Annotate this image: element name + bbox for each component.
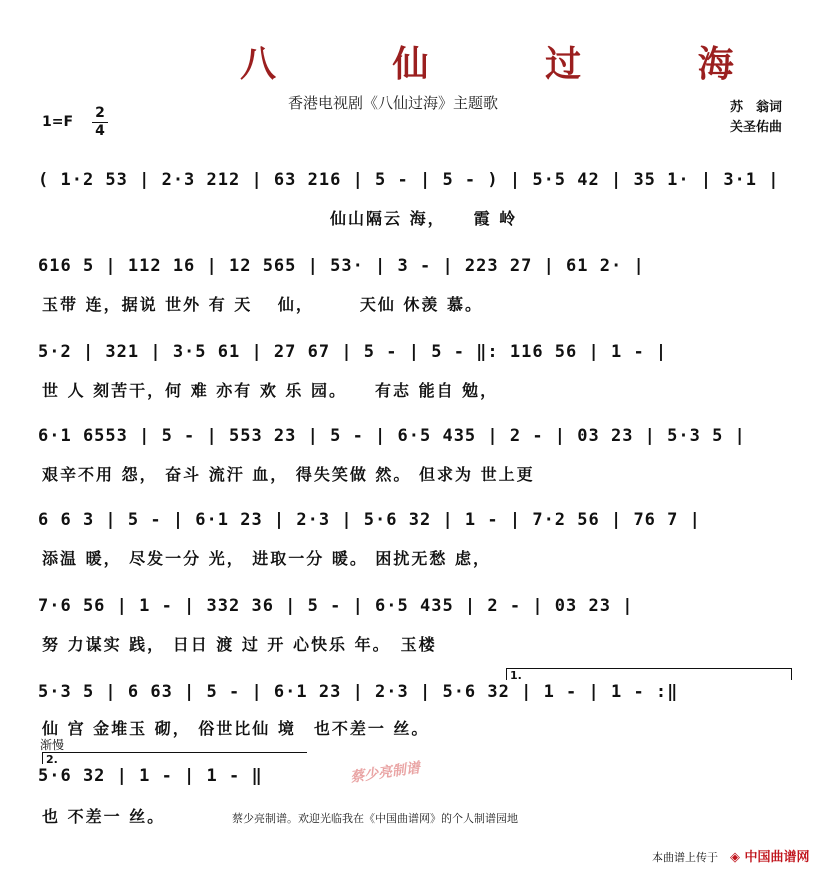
score-row-music: 6 6 3 | 5 - | 6·1 23 | 2·3 | 5·6 32 | 1 - | 7·2 56 | 76 7 | — [38, 510, 701, 530]
footer-upload-text: 本曲谱上传于 — [652, 851, 718, 864]
time-signature-bottom: 4 — [95, 123, 105, 139]
logo-icon: ◈ — [730, 850, 740, 865]
arranger-credit: 蔡少亮制谱。欢迎光临我在《中国曲谱网》的个人制谱园地 — [232, 812, 518, 825]
score-row-lyrics: 添温 暖， 尽发一分 光， 进取一分 暖。 困扰无愁 虑， — [42, 549, 491, 568]
score-row-music: 5·6 32 | 1 - | 1 - ‖ — [38, 766, 263, 786]
score-row-lyrics: 也 不差一 丝。 — [42, 807, 166, 826]
site-name: 中国曲谱网 — [744, 850, 810, 865]
second-ending-bracket: 2. — [42, 752, 307, 764]
score-row-music: ( 1·2 53 | 2·3 212 | 63 216 | 5 - | 5 - ) | 5·5 42 | 35 1· | 3·1 | — [38, 170, 780, 190]
tempo-marking: 渐慢 — [40, 738, 65, 752]
score-row-lyrics: 世 人 刻苦干，何 难 亦有 欢 乐 园。 有志 能自 勉， — [42, 381, 499, 400]
key-signature: 1=F — [42, 114, 74, 130]
score-row-lyrics: 仙山隔云 海， 霞 岭 — [42, 209, 518, 228]
lyricist-credit: 苏 翁词 — [730, 100, 783, 115]
site-logo[interactable] — [730, 846, 810, 865]
score-row-music: 5·3 5 | 6 63 | 5 - | 6·1 23 | 2·3 | 5·6 32 | 1 - | 1 - :‖ — [38, 682, 679, 702]
score-row-music: 6·1 6553 | 5 - | 553 23 | 5 - | 6·5 435 | 2 - | 03 23 | 5·3 5 | — [38, 426, 746, 446]
score-row-music: 7·6 56 | 1 - | 332 36 | 5 - | 6·5 435 | 2 - | 03 23 | — [38, 596, 634, 616]
score-row-music: 616 5 | 112 16 | 12 565 | 53· | 3 - | 223 27 | 61 2· | — [38, 256, 645, 276]
time-signature — [92, 106, 108, 139]
composer-credit: 关圣佑曲 — [730, 120, 783, 135]
score-row-lyrics: 仙 宫 金堆玉 砌， 俗世比仙 境 也不差一 丝。 — [42, 719, 430, 738]
score-row-music: 5·2 | 321 | 3·5 61 | 27 67 | 5 - | 5 - ‖: 116 56 | 1 - | — [38, 342, 668, 362]
time-signature-top: 2 — [95, 105, 105, 121]
first-ending-bracket: 1. — [506, 668, 792, 680]
score-row-lyrics: 努 力谋实 践， 日日 渡 过 开 心快乐 年。 玉楼 — [42, 635, 437, 654]
song-subtitle: 香港电视剧《八仙过海》主题歌 — [288, 94, 499, 112]
watermark: 蔡少亮制谱 — [349, 760, 421, 786]
score-row-lyrics: 玉带 连，据说 世外 有 天 仙， 天仙 休羡 慕。 — [42, 295, 483, 314]
song-title: 八 仙 过 海 — [240, 43, 786, 85]
score-row-lyrics: 艰辛不用 怨， 奋斗 流汗 血， 得失笑做 然。 但求为 世上更 — [42, 465, 535, 484]
